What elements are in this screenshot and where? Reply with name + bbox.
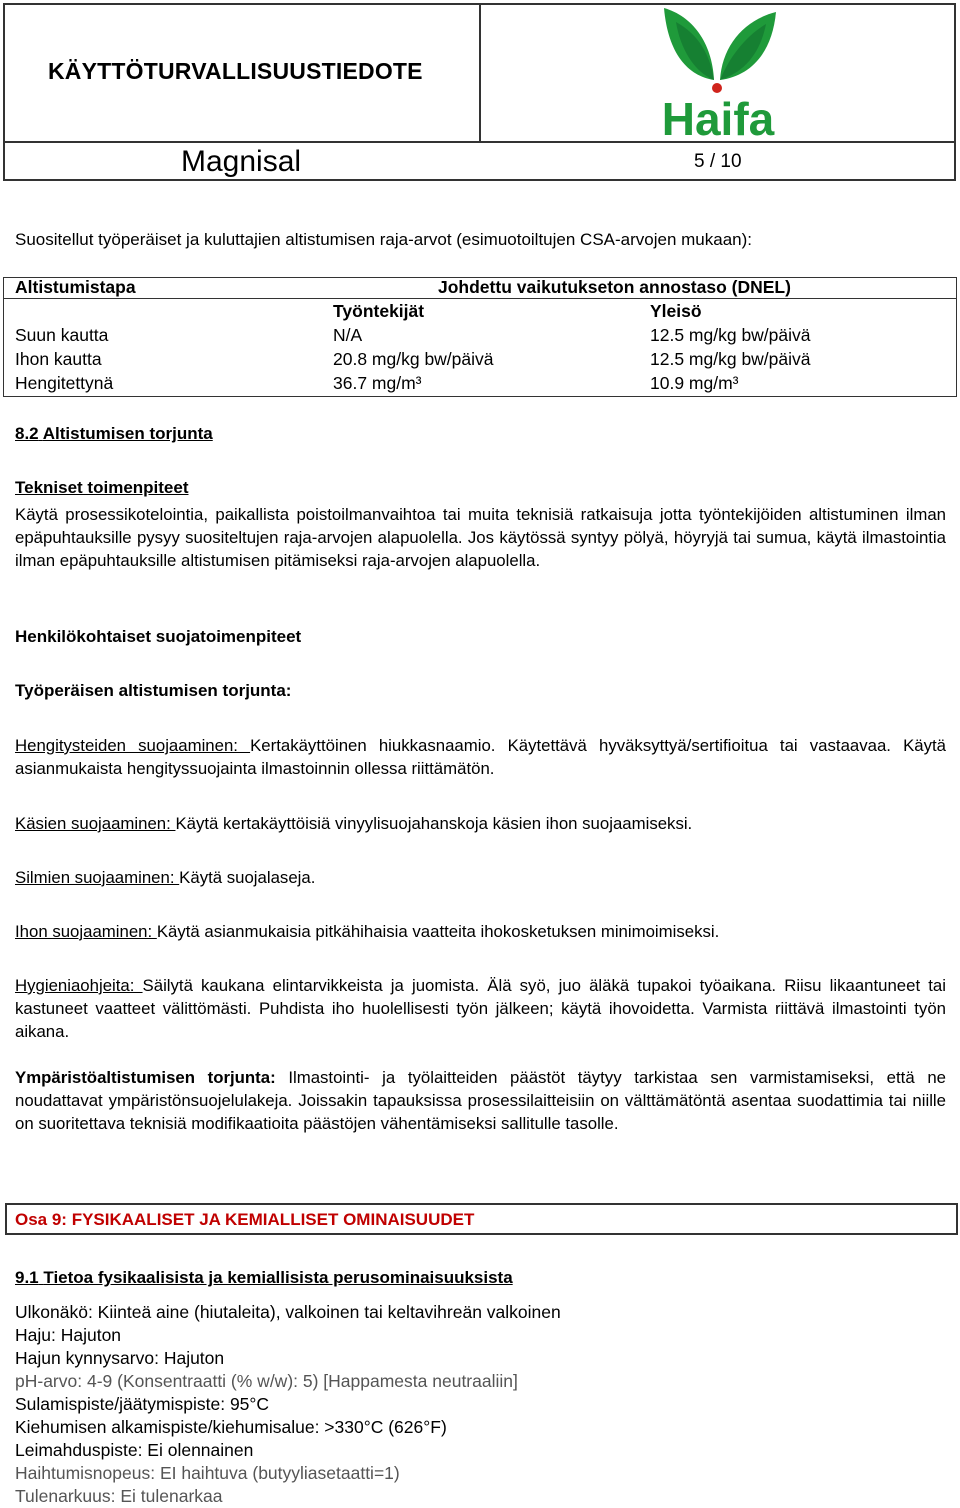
skin-protection bbox=[15, 920, 946, 943]
dnel-table-rule bbox=[3, 298, 957, 299]
section-9-1-number: 9.1 bbox=[15, 1268, 39, 1287]
list-item: pH-arvo: 4-9 (Konsentraatti (% w/w): 5) [Happamesta neutraaliin] bbox=[15, 1371, 518, 1391]
table-header-general: Yleisö bbox=[650, 301, 702, 321]
skin-label: Ihon suojaaminen: bbox=[15, 922, 157, 941]
eye-protection bbox=[15, 866, 946, 889]
eyes-text: Käytä suojalaseja. bbox=[179, 868, 316, 887]
table-row-general: 12.5 mg/kg bw/päivä bbox=[650, 349, 811, 369]
respiratory-protection bbox=[15, 734, 946, 780]
table-row-general: 10.9 mg/m³ bbox=[650, 373, 739, 393]
list-item: Leimahduspiste: Ei olennainen bbox=[15, 1440, 254, 1460]
list-item: Ulkonäkö: Kiinteä aine (hiutaleita), valkoinen tai keltavihreän valkoinen bbox=[15, 1302, 561, 1322]
table-row-general: 12.5 mg/kg bw/päivä bbox=[650, 325, 811, 345]
table-row-workers: 20.8 mg/kg bw/päivä bbox=[333, 349, 494, 369]
list-item: Haihtumisnopeus: EI haihtuva (butyyliasetaatti=1) bbox=[15, 1463, 400, 1483]
list-item: Hajun kynnysarvo: Hajuton bbox=[15, 1348, 225, 1368]
technical-measures-text: Käytä prosessikotelointia, paikallista poistoilmanvaihtoa tai muita teknisiä ratkaisuja jotta työntekijöiden altistuminen ilman epäpuhtauksille pysyy suositeltujen raja-arvojen alapuolella. Jos käytössä syntyy pölyä, höyryjä tai sumua, käytä ilmastointia ilman epäpuhtauksille altistumisen pitämiseksi raja-arvojen alapuolella. bbox=[15, 505, 946, 570]
hands-label: Käsien suojaaminen: bbox=[15, 814, 176, 833]
list-item: Kiehumisen alkamispiste/kiehumisalue: >330°C (626°F) bbox=[15, 1417, 447, 1437]
logo-red-dot bbox=[712, 83, 722, 93]
section-8-2-number: 8.2 bbox=[15, 424, 39, 443]
hygiene-label: Hygieniaohjeita: bbox=[15, 976, 143, 995]
header-divider-horizontal bbox=[3, 141, 956, 143]
hand-protection bbox=[15, 812, 946, 835]
list-item: Haju: Hajuton bbox=[15, 1325, 122, 1345]
logo-wordmark: Haifa bbox=[661, 93, 775, 140]
list-item: Sulamispiste/jäätymispiste: 95°C bbox=[15, 1394, 270, 1414]
hygiene-instructions bbox=[15, 974, 946, 1043]
product-name: Magnisal bbox=[181, 145, 302, 178]
hygiene-text: Säilytä kaukana elintarvikkeista ja juomista. Älä syö, juo äläkä tupakoi työaikana. Riisu likaantuneet tai kastuneet vaatteet välittömästi. Puhdista iho huolellisesti työn jälkeen; käytä ihovoidetta. Varmista riittävä ilmastointi työn aikana. bbox=[15, 976, 946, 1041]
table-row-route: Suun kautta bbox=[15, 325, 109, 345]
eyes-label: Silmien suojaaminen: bbox=[15, 868, 180, 887]
table-row-route: Ihon kautta bbox=[15, 349, 102, 369]
personal-protection-heading: Henkilökohtaiset suojatoimenpiteet bbox=[15, 627, 302, 646]
header-divider-vertical bbox=[479, 3, 481, 142]
table-header-dnel: Johdettu vaikutukseton annostaso (DNEL) bbox=[438, 277, 791, 297]
table-row-workers: 36.7 mg/m³ bbox=[333, 373, 422, 393]
section-8-2-heading bbox=[15, 424, 213, 444]
hands-text: Käytä kertakäyttöisiä vinyylisuojahanskoja käsien ihon suojaamiseksi. bbox=[175, 814, 693, 833]
environmental-exposure bbox=[15, 1066, 946, 1135]
technical-measures-heading: Tekniset toimenpiteet bbox=[15, 478, 189, 497]
env-text: Ilmastointi- ja työlaitteiden päästöt täytyy tarkistaa sen varmistamiseksi, että ne noudattavat ympäristönsuojelulakeja. Joissakin tapauksissa prosessilaitteisiin on välttämätöntä asentaa suodattimia tai niille on suoritettava teknisiä modifikaatioita päästöjen vähentämiseksi sallitulle tasolle. bbox=[15, 1068, 946, 1133]
table-row-workers: N/A bbox=[333, 325, 363, 345]
env-label: Ympäristöaltistumisen torjunta: bbox=[15, 1068, 289, 1087]
section-9-1-title: Tietoa fysikaalisista ja kemiallisista perusominaisuuksista bbox=[43, 1268, 513, 1287]
section-9-title: Osa 9: FYSIKAALISET JA KEMIALLISET OMINAISUUDET bbox=[15, 1210, 475, 1229]
document-title: KÄYTTÖTURVALLISUUSTIEDOTE bbox=[48, 58, 423, 84]
list-item: Tulenarkuus: Ei tulenarkaa bbox=[15, 1486, 223, 1506]
respiratory-label: Hengitysteiden suojaaminen: bbox=[15, 736, 251, 755]
skin-text: Käytä asianmukaisia pitkähihaisia vaatteita ihokosketuksen minimoimiseksi. bbox=[156, 922, 720, 941]
respiratory-text: Kertakäyttöinen hiukkasnaamio. Käytettävä hyväksyttyä/sertifioitua tai vastaavaa. Käytä asianmukaista hengityssuojainta ilmastoinnin ollessa riittämätön. bbox=[15, 736, 946, 778]
table-header-workers: Työntekijät bbox=[333, 301, 425, 321]
section-8-2-title: Altistumisen torjunta bbox=[42, 424, 213, 443]
exposure-intro: Suositellut työperäiset ja kuluttajien altistumisen raja-arvot (esimuotoiltujen CSA-arvojen mukaan): bbox=[15, 230, 753, 249]
haifa-logo bbox=[648, 2, 788, 140]
property-list bbox=[15, 1301, 561, 1508]
occupational-exposure-heading: Työperäisen altistumisen torjunta: bbox=[15, 681, 292, 700]
section-9-1-heading bbox=[15, 1268, 513, 1288]
table-header-route: Altistumistapa bbox=[15, 277, 136, 297]
page-number: 5 / 10 bbox=[694, 151, 742, 172]
table-row-route: Hengitettynä bbox=[15, 373, 114, 393]
